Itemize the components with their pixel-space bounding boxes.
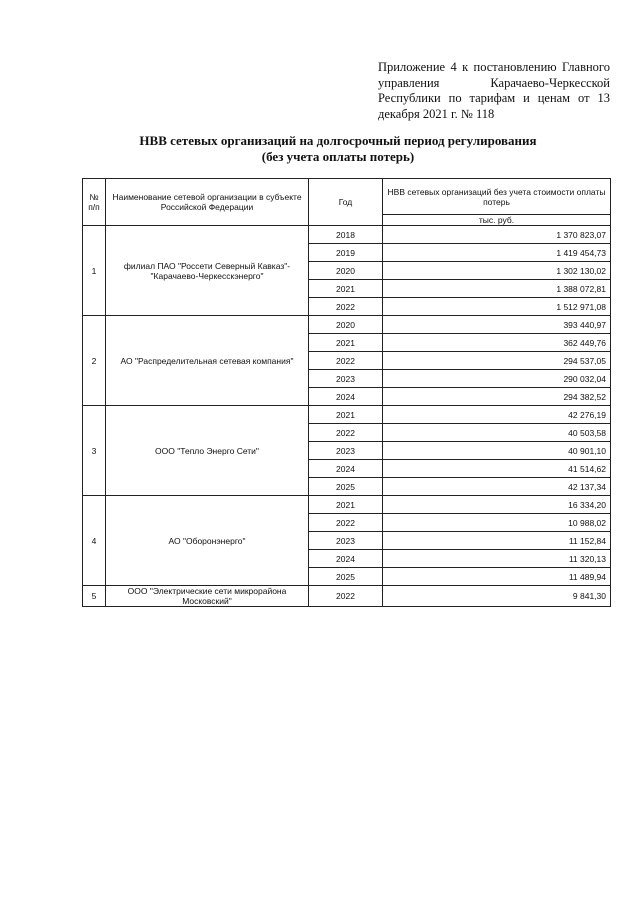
year-cell: 2022 <box>309 352 383 370</box>
year-cell: 2021 <box>309 280 383 298</box>
nvv-value-cell: 10 988,02 <box>383 514 611 532</box>
nvv-value-cell: 42 276,19 <box>383 406 611 424</box>
year-cell: 2018 <box>309 226 383 244</box>
org-name: АО "Оборонэнерго" <box>106 496 309 586</box>
nvv-value-cell: 290 032,04 <box>383 370 611 388</box>
nvv-value-cell: 9 841,30 <box>383 586 611 607</box>
header-name: Наименование сетевой организации в субъекте Российской Федерации <box>106 179 309 226</box>
table-row <box>83 406 611 424</box>
year-cell: 2024 <box>309 460 383 478</box>
nvv-value-cell: 1 512 971,08 <box>383 298 611 316</box>
nvv-table <box>82 178 611 607</box>
nvv-value-cell: 42 137,34 <box>383 478 611 496</box>
appendix-note: Приложение 4 к постановлению Главного управления Карачаево-Черкесской Республики по тарифам и ценам от 13 декабря 2021 г. № 118 <box>378 60 610 121</box>
year-cell: 2021 <box>309 496 383 514</box>
nvv-value-cell: 393 440,97 <box>383 316 611 334</box>
year-cell: 2025 <box>309 568 383 586</box>
table-body <box>83 226 611 607</box>
table-row <box>83 316 611 334</box>
year-cell: 2023 <box>309 532 383 550</box>
org-name: ООО "Тепло Энерго Сети" <box>106 406 309 496</box>
header-nvv: НВВ сетевых организаций без учета стоимости оплаты потерь <box>383 179 611 215</box>
org-name: филиал ПАО "Россети Северный Кавказ"-"Карачаево-Черкесскэнерго" <box>106 226 309 316</box>
header-unit: тыс. руб. <box>383 215 611 226</box>
table-row <box>83 496 611 514</box>
org-number: 1 <box>83 226 106 316</box>
nvv-value-cell: 294 382,52 <box>383 388 611 406</box>
title-line-2: (без учета оплаты потерь) <box>261 149 415 164</box>
org-number: 3 <box>83 406 106 496</box>
nvv-value-cell: 1 370 823,07 <box>383 226 611 244</box>
table-row <box>83 226 611 244</box>
org-number: 5 <box>83 586 106 607</box>
nvv-value-cell: 362 449,76 <box>383 334 611 352</box>
nvv-value-cell: 11 152,84 <box>383 532 611 550</box>
table-row <box>83 586 611 607</box>
year-cell: 2022 <box>309 298 383 316</box>
nvv-value-cell: 40 503,58 <box>383 424 611 442</box>
header-year: Год <box>309 179 383 226</box>
nvv-value-cell: 1 388 072,81 <box>383 280 611 298</box>
nvv-value-cell: 40 901,10 <box>383 442 611 460</box>
org-name: АО "Распределительная сетевая компания" <box>106 316 309 406</box>
title-line-1: НВВ сетевых организаций на долгосрочный период регулирования <box>139 133 537 148</box>
year-cell: 2021 <box>309 406 383 424</box>
year-cell: 2019 <box>309 244 383 262</box>
year-cell: 2024 <box>309 550 383 568</box>
year-cell: 2022 <box>309 424 383 442</box>
nvv-value-cell: 41 514,62 <box>383 460 611 478</box>
org-number: 4 <box>83 496 106 586</box>
year-cell: 2021 <box>309 334 383 352</box>
nvv-value-cell: 11 489,94 <box>383 568 611 586</box>
document-title <box>60 133 616 165</box>
header-num: № п/п <box>83 179 106 226</box>
year-cell: 2024 <box>309 388 383 406</box>
nvv-value-cell: 1 419 454,73 <box>383 244 611 262</box>
year-cell: 2022 <box>309 514 383 532</box>
year-cell: 2023 <box>309 442 383 460</box>
org-name: ООО "Электрические сети микрорайона Московский" <box>106 586 309 607</box>
year-cell: 2023 <box>309 370 383 388</box>
year-cell: 2020 <box>309 316 383 334</box>
nvv-value-cell: 11 320,13 <box>383 550 611 568</box>
year-cell: 2020 <box>309 262 383 280</box>
nvv-value-cell: 16 334,20 <box>383 496 611 514</box>
nvv-value-cell: 294 537,05 <box>383 352 611 370</box>
year-cell: 2025 <box>309 478 383 496</box>
nvv-value-cell: 1 302 130,02 <box>383 262 611 280</box>
year-cell: 2022 <box>309 586 383 607</box>
org-number: 2 <box>83 316 106 406</box>
